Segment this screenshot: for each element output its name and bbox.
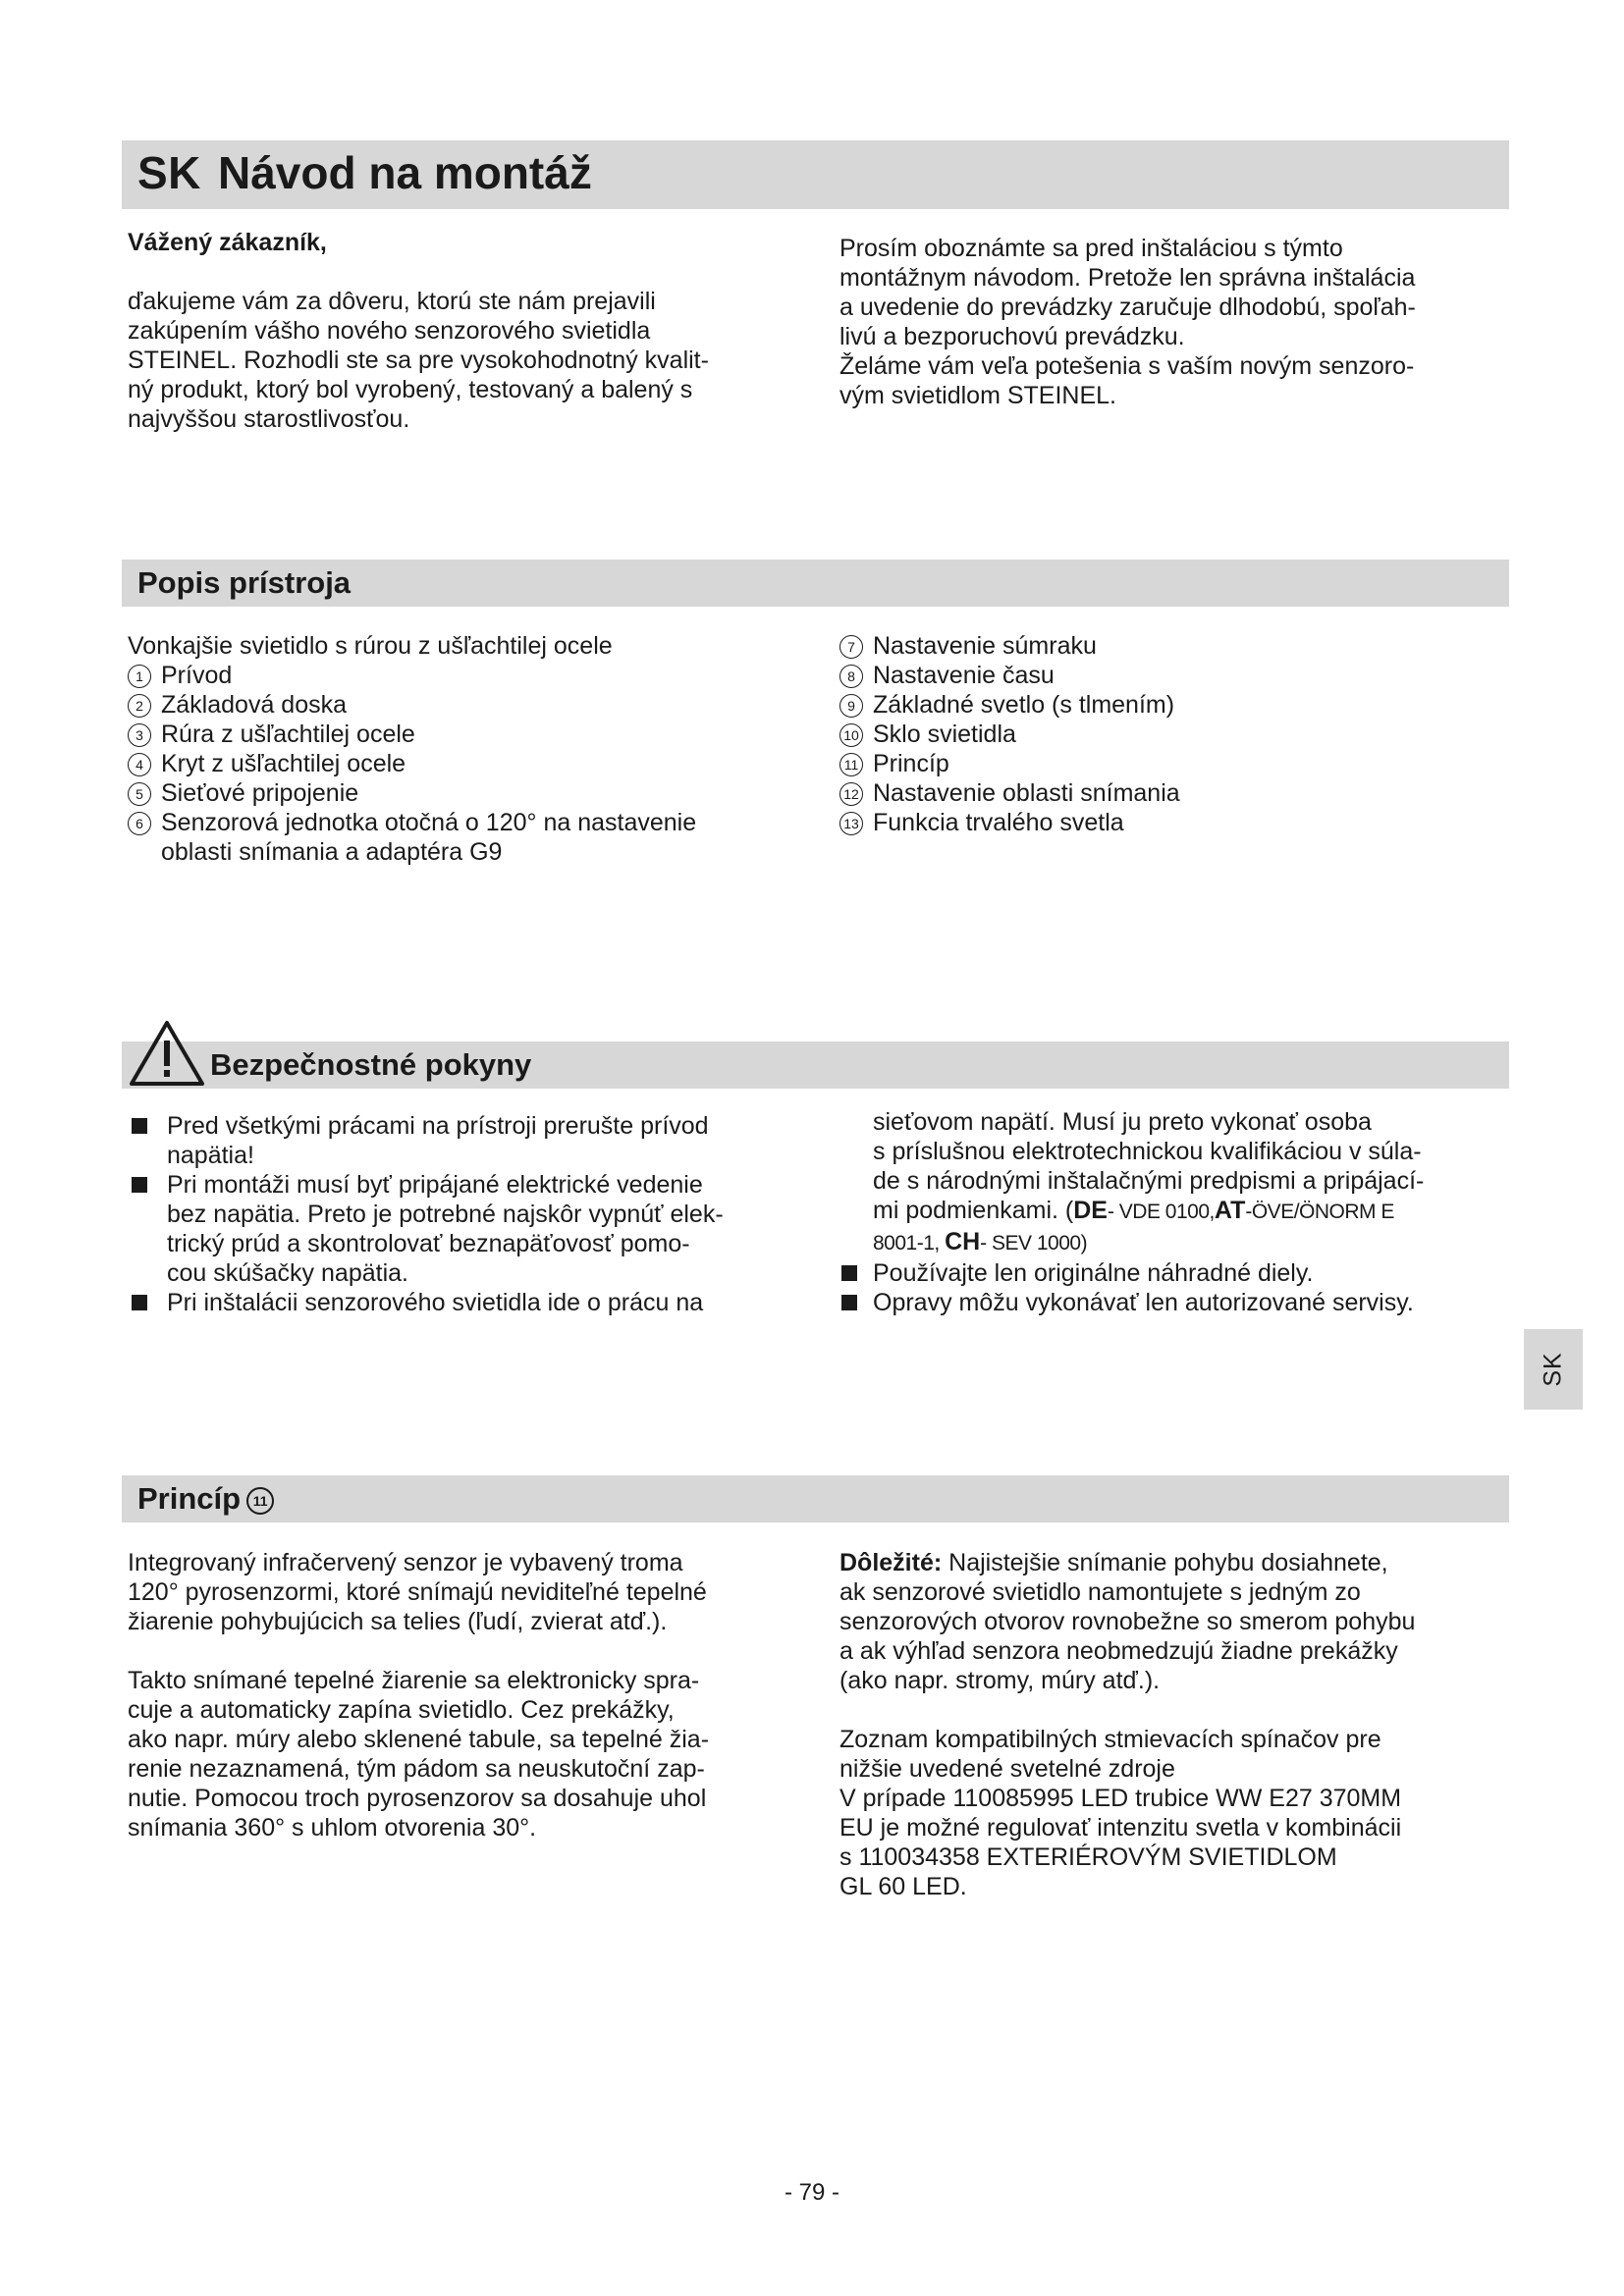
list-item: 7 Nastavenie súmraku [839,631,1517,661]
bullet-item: Opravy môžu vykonávať len autorizované servisy. [839,1288,1527,1317]
list-item: 8 Nastavenie času [839,661,1517,690]
number-circle: 7 [839,635,863,659]
intro-line: vým svietidlom STEINEL. [839,382,1117,409]
number-circle: 3 [128,723,151,747]
number-circle: 10 [839,723,863,747]
bullet-square-icon [841,1295,857,1310]
list-item-continuation: oblasti snímania a adaptéra G9 [161,838,503,866]
bullet-item: Pred všetkými prácami na prístroji prerušte prívod napätia! [128,1111,815,1170]
number-circle: 8 [839,665,863,688]
intro-line: ďakujeme vám za dôveru, ktorú ste nám prejavili [128,288,656,315]
number-circle: 6 [128,812,151,835]
bullet-item: Pri montáži musí byť pripájané elektrické vedenie bez napätia. Preto je potrebné najskôr vypnúť elek- trický prúd a skontrolovať beznapäťovosť pomo- cou skúšačky napätia. [128,1170,815,1288]
number-circle: 9 [839,694,863,718]
number-circle: 5 [128,782,151,806]
safety-right-column [839,1107,1527,1317]
list-item: 5 Sieťové pripojenie [128,778,815,808]
list-item: 10 Sklo svietidla [839,720,1517,749]
list-item: 6 Senzorová jednotka otočná o 120° na nastavenie [128,808,815,837]
list-item: 13 Funkcia trvalého svetla [839,808,1517,837]
section-header-popis [122,560,1509,607]
language-code: SK [137,147,201,198]
main-header-bar [122,140,1509,209]
intro-line: a uvedenie do prevádzky zaručuje dlhodobú, spoľah- [839,294,1416,321]
list-item: 2 Základová doska [128,690,815,720]
intro-line: zakúpením vášho nového senzorového svietidla [128,317,651,345]
intro-right-column [839,234,1517,410]
section-title: Bezpečnostné pokyny [210,1047,532,1082]
list-item: 3 Rúra z ušľachtilej ocele [128,720,815,749]
section-title: Popis prístroja [137,565,352,600]
number-circle: 1 [128,665,151,688]
greeting: Vážený zákazník, [128,229,327,256]
bullet-square-icon [841,1265,857,1281]
intro-line: ný produkt, ktorý bol vyrobený, testovaný a balený s [128,376,693,403]
page-title: Návod na montáž [218,147,592,198]
bullet-item: Pri inštalácii senzorového svietidla ide o prácu na [128,1288,815,1317]
side-language-tab: SK [1524,1329,1583,1410]
section-header-princip [122,1475,1509,1522]
number-circle: 11 [839,753,863,776]
intro-line: STEINEL. Rozhodli ste sa pre vysokohodnotný kvalit- [128,347,709,374]
list-item: 4 Kryt z ušľachtilej ocele [128,749,815,778]
intro-left-column [128,228,815,434]
list-item: 9 Základné svetlo (s tlmením) [839,690,1517,720]
bullet-continuation: sieťovom napätí. Musí ju preto vykonať osoba s príslušnou elektrotechnickou kvalifikáciou v súla- de s národnými inštalačnými predpismi a pripájací- mi podmienkami. (DE- VDE 0100,AT-ÖVE/ÖNORM E 8001-1, CH- SEV 1000) [873,1108,1425,1255]
number-circle: 11 [246,1487,274,1515]
section-title: Princíp 11 [137,1481,274,1517]
number-circle: 12 [839,782,863,806]
princip-left-column: Integrovaný infračervený senzor je vybavený troma 120° pyrosenzormi, ktoré snímajú neviditeľné tepelné žiarenie pohybujúcich sa telies (ľudí, zvierat atď.). Takto snímané tepelné žiarenie sa elektronicky spra- cuje a automaticky zapína svietidlo. Cez prekážky, ako napr. múry alebo sklenené tabule, sa tepelné žia- renie nezaznamená, tým pádom sa neuskutoční zap- nutie. Pomocou troch pyrosenzorov sa dosahuje uhol snímania 360° s uhlom otvorenia 30°. [128,1549,710,1842]
warning-triangle-icon [128,1019,206,1088]
list-item: 12 Nastavenie oblasti snímania [839,778,1517,808]
safety-left-column [128,1111,815,1317]
princip-right-column: Dôležité: Najistejšie snímanie pohybu dosiahnete, ak senzorové svietidlo namontujete s jedným zo senzorových otvorov rovnobežne so smerom pohybu a ak výhľad senzora neobmedzujú žiadne prekážky (ako napr. stromy, múry atď.). Zoznam kompatibilných stmievacích spínačov pre nižšie uvedené svetelné zdroje V prípade 110085995 LED trubice WW E27 370MM EU je možné regulovať intenzitu svetla v kombinácii s 110034358 EXTERIÉROVÝM SVIETIDLOM GL 60 LED. [839,1549,1416,1900]
popis-left-column [128,631,815,867]
number-circle: 4 [128,753,151,776]
intro-line: livú a bezporuchovú prevádzku. [839,323,1185,350]
page-number: - 79 - [784,2179,839,2206]
bullet-square-icon [132,1118,147,1134]
intro-line: najvyššou starostlivosťou. [128,405,410,433]
popis-right-column [839,631,1517,837]
number-circle: 13 [839,812,863,835]
number-circle: 2 [128,694,151,718]
section-header-safety [122,1041,1509,1089]
popis-lead: Vonkajšie svietidlo s rúrou z ušľachtilej ocele [128,632,613,660]
list-item: 11 Princíp [839,749,1517,778]
bullet-item: Používajte len originálne náhradné diely. [839,1258,1527,1288]
bullet-square-icon [132,1177,147,1193]
important-label: Dôležité: [839,1549,943,1576]
bullet-square-icon [132,1295,147,1310]
intro-line: montážnym návodom. Pretože len správna inštalácia [839,264,1416,292]
intro-line: Prosím oboznámte sa pred inštaláciou s týmto [839,235,1343,262]
list-item: 1 Prívod [128,661,815,690]
intro-line: Želáme vám veľa potešenia s vaším novým senzoro- [839,352,1415,380]
